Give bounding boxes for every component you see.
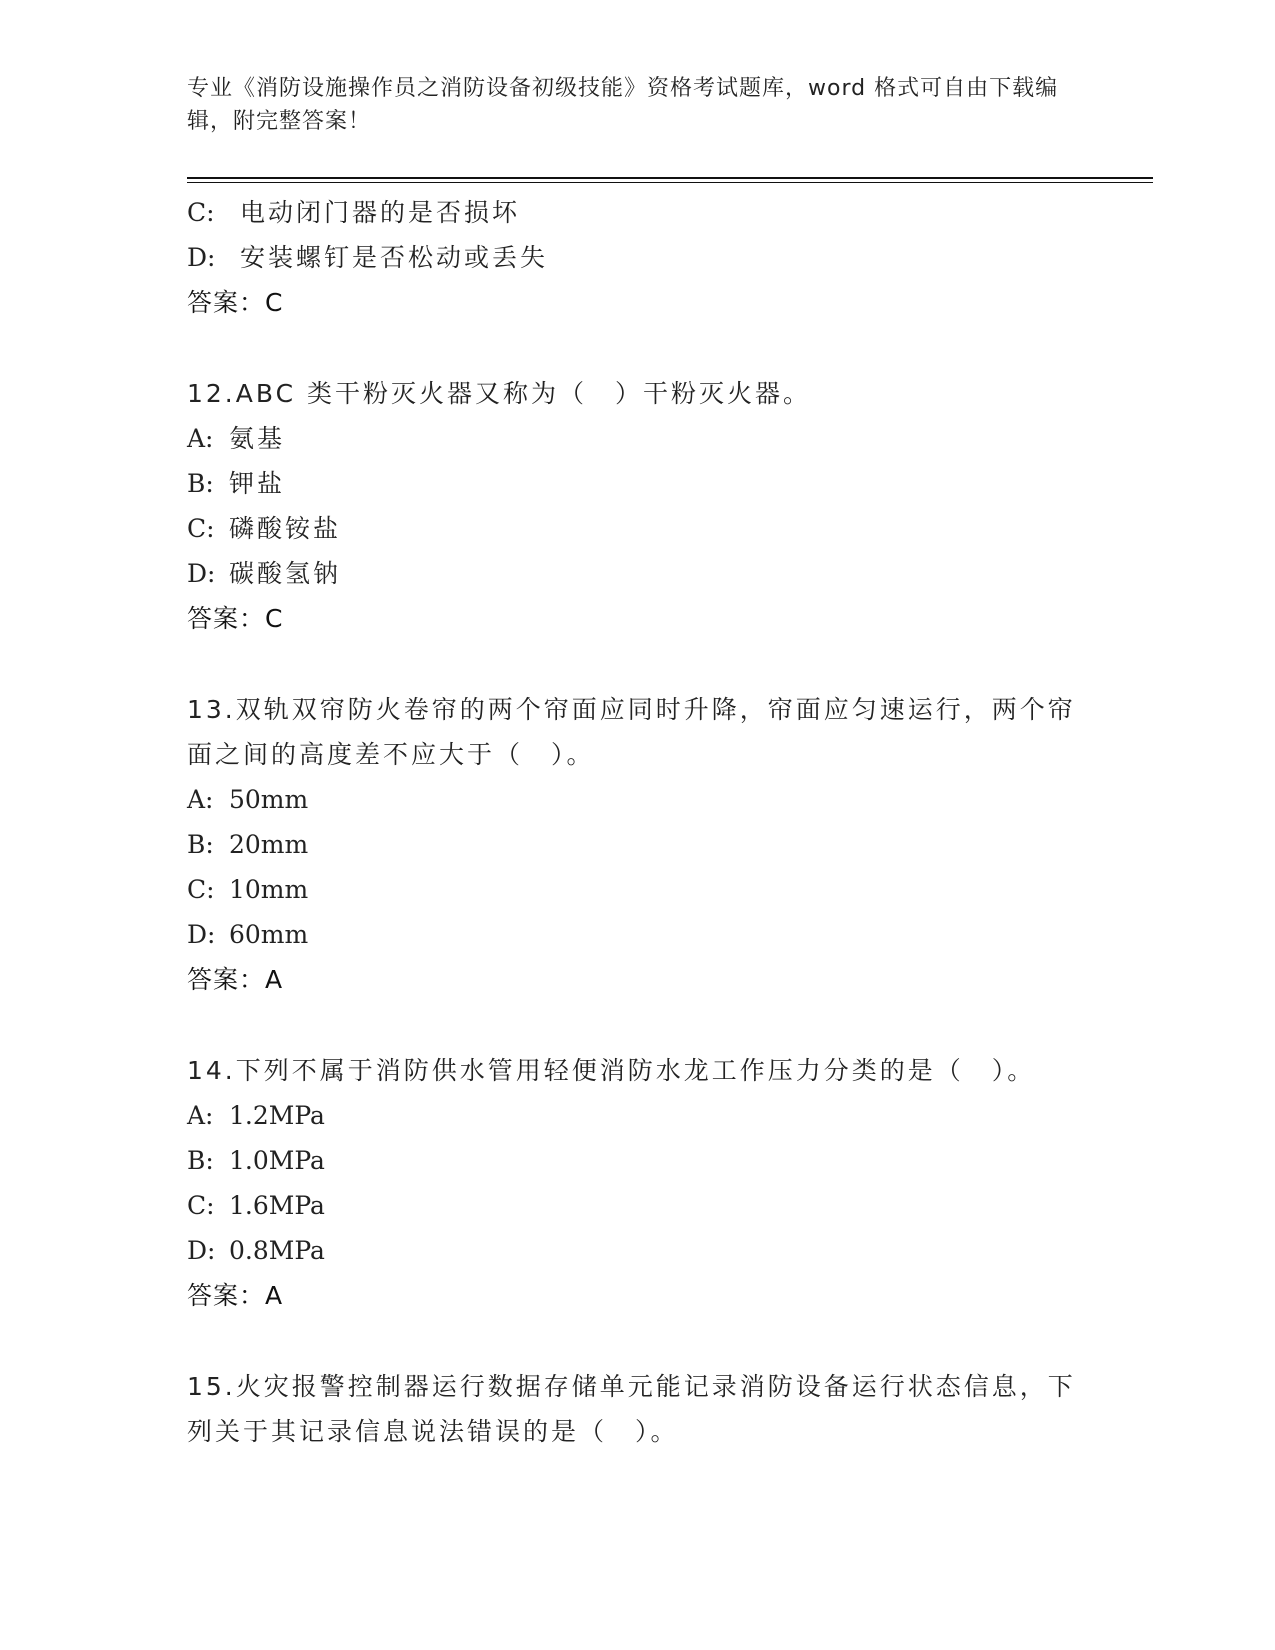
answer-line: 答案：A bbox=[187, 965, 284, 994]
option-line bbox=[187, 867, 1087, 912]
document-header: 专业《消防设施操作员之消防设备初级技能》资格考试题库，word 格式可自由下载编辑，附完整答案！ bbox=[187, 76, 1059, 134]
option-line bbox=[187, 777, 1087, 822]
option-line bbox=[187, 912, 1087, 957]
header-rule-thick bbox=[187, 177, 1153, 179]
question-number: 12. bbox=[187, 379, 236, 408]
option-text: 10mm bbox=[229, 875, 309, 904]
option-label: D: bbox=[187, 920, 216, 949]
option-label: C: bbox=[187, 875, 215, 904]
option-label: C: bbox=[187, 514, 215, 543]
option-text: 1.6MPa bbox=[229, 1191, 325, 1220]
option-label: A: bbox=[187, 424, 214, 453]
question-block bbox=[187, 687, 1087, 1002]
option-label: A: bbox=[187, 1101, 214, 1130]
question-number: 15. bbox=[187, 1372, 236, 1401]
question-list bbox=[187, 190, 1087, 1454]
option-text: 钾盐 bbox=[229, 469, 286, 498]
option-text: 安装螺钉是否松动或丢失 bbox=[239, 243, 548, 272]
answer-line: 答案：A bbox=[187, 1281, 284, 1310]
header-rule-thin bbox=[187, 182, 1153, 183]
option-line bbox=[187, 1183, 1087, 1228]
option-line bbox=[187, 1093, 1087, 1138]
option-line bbox=[187, 551, 1087, 596]
option-label: D: bbox=[187, 243, 216, 272]
option-label: D: bbox=[187, 559, 216, 588]
option-label: B: bbox=[187, 469, 214, 498]
answer-line: 答案：C bbox=[187, 604, 284, 633]
question-block bbox=[187, 1048, 1087, 1318]
option-text: 1.2MPa bbox=[229, 1101, 325, 1130]
option-line bbox=[187, 822, 1087, 867]
option-text: 氨基 bbox=[229, 424, 286, 453]
option-line bbox=[187, 506, 1087, 551]
question-number: 13. bbox=[187, 695, 236, 724]
question-text: 双轨双帘防火卷帘的两个帘面应同时升降，帘面应匀速运行，两个帘面之间的高度差不应大于（ ）。 bbox=[187, 695, 1076, 769]
question-stem bbox=[187, 1048, 1087, 1093]
answer-line: 答案：C bbox=[187, 288, 284, 317]
question-number: 14. bbox=[187, 1056, 236, 1085]
option-text: 电动闭门器的是否损坏 bbox=[239, 198, 520, 227]
option-line bbox=[187, 416, 1087, 461]
option-label: A: bbox=[187, 785, 214, 814]
question-stem bbox=[187, 1364, 1087, 1454]
option-line bbox=[187, 235, 1087, 280]
option-line bbox=[187, 461, 1087, 506]
option-text: 50mm bbox=[229, 785, 309, 814]
option-text: 磷酸铵盐 bbox=[229, 514, 342, 543]
option-line bbox=[187, 1138, 1087, 1183]
option-text: 1.0MPa bbox=[229, 1146, 325, 1175]
question-stem bbox=[187, 371, 1087, 416]
question-block bbox=[187, 1364, 1087, 1454]
option-label: C: bbox=[187, 1191, 215, 1220]
option-text: 碳酸氢钠 bbox=[229, 559, 342, 588]
option-line bbox=[187, 1228, 1087, 1273]
option-label: C: bbox=[187, 198, 215, 227]
question-block-partial bbox=[187, 190, 1087, 325]
option-label: B: bbox=[187, 830, 214, 859]
option-text: 20mm bbox=[229, 830, 309, 859]
option-text: 0.8MPa bbox=[229, 1236, 325, 1265]
question-text: ABC 类干粉灭火器又称为（ ）干粉灭火器。 bbox=[235, 379, 811, 408]
question-text: 下列不属于消防供水管用轻便消防水龙工作压力分类的是（ ）。 bbox=[235, 1056, 1036, 1085]
option-label: D: bbox=[187, 1236, 216, 1265]
option-line bbox=[187, 190, 1087, 235]
option-label: B: bbox=[187, 1146, 214, 1175]
option-text: 60mm bbox=[229, 920, 309, 949]
question-text: 火灾报警控制器运行数据存储单元能记录消防设备运行状态信息，下列关于其记录信息说法错误的是（ ）。 bbox=[187, 1372, 1076, 1446]
question-stem bbox=[187, 687, 1087, 777]
question-block bbox=[187, 371, 1087, 641]
